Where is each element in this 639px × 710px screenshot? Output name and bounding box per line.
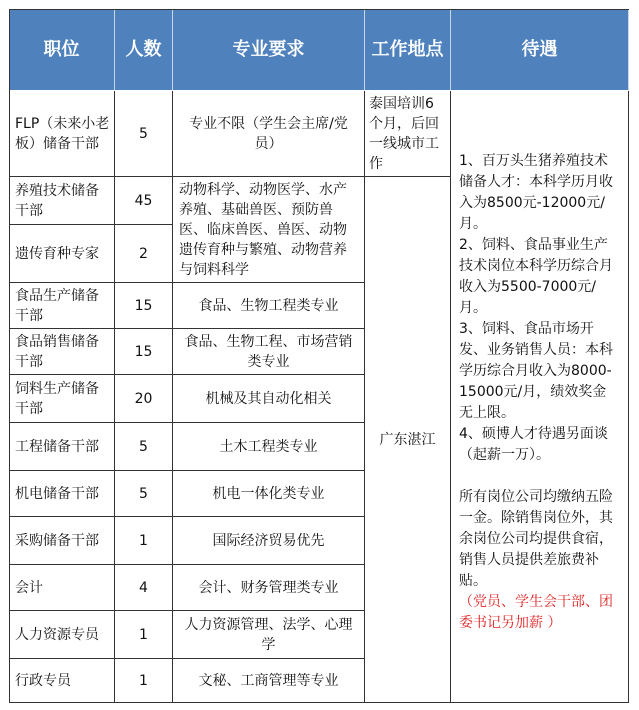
benefits-cell xyxy=(451,91,629,703)
count-cell: 20 xyxy=(115,375,173,423)
benefit-item: 4、硕博人才待遇另面谈（起薪一万）。 xyxy=(459,426,608,463)
count-cell: 5 xyxy=(115,471,173,517)
position-cell: 人力资源专员 xyxy=(9,611,115,659)
position-cell: 会计 xyxy=(9,565,115,611)
location-thailand: 泰国培训6个月，后回一线城市工作 xyxy=(365,91,451,177)
benefit-item: 2、饲料、食品事业生产技术岗位本科学历综合月收入为5500-7000元/月。 xyxy=(459,237,613,316)
major-cell: 食品、生物工程、市场营销类专业 xyxy=(173,329,365,375)
count-cell: 5 xyxy=(115,91,173,177)
count-cell: 15 xyxy=(115,329,173,375)
major-cell: 人力资源管理、法学、心理学 xyxy=(173,611,365,659)
major-cell: 机电一体化类专业 xyxy=(173,471,365,517)
position-cell: 食品销售储备干部 xyxy=(9,329,115,375)
header-benefits: 待遇 xyxy=(451,9,629,91)
major-cell-merged: 动物科学、动物医学、水产养殖、基础兽医、预防兽医、临床兽医、兽医、动物遗传育种与繁殖、动物营养与饲料科学 xyxy=(173,177,365,283)
benefit-note: 所有岗位公司均缴纳五险一金。除销售岗位外，其余岗位公司均提供食宿，销售人员提供差旅费补贴。 xyxy=(459,489,613,589)
header-position: 职位 xyxy=(9,9,115,91)
position-cell: 采购储备干部 xyxy=(9,517,115,565)
count-cell: 4 xyxy=(115,565,173,611)
header-count: 人数 xyxy=(115,9,173,91)
position-cell: 机电储备干部 xyxy=(9,471,115,517)
count-cell: 1 xyxy=(115,611,173,659)
header-major: 专业要求 xyxy=(173,9,365,91)
major-cell: 会计、财务管理类专业 xyxy=(173,565,365,611)
major-cell: 土木工程类专业 xyxy=(173,423,365,471)
header-location: 工作地点 xyxy=(365,9,451,91)
recruitment-table xyxy=(9,9,629,703)
position-cell: 食品生产储备干部 xyxy=(9,283,115,329)
count-cell: 1 xyxy=(115,517,173,565)
major-cell: 文秘、工商管理等专业 xyxy=(173,659,365,703)
position-cell: FLP（未来小老板）储备干部 xyxy=(9,91,115,177)
count-cell: 15 xyxy=(115,283,173,329)
benefit-bonus-note: （党员、学生会干部、团委书记另加薪 ） xyxy=(459,594,613,631)
spacer xyxy=(459,466,620,487)
location-guangdong: 广东湛江 xyxy=(365,177,451,703)
count-cell: 1 xyxy=(115,659,173,703)
position-cell: 行政专员 xyxy=(9,659,115,703)
major-cell: 机械及其自动化相关 xyxy=(173,375,365,423)
major-cell: 国际经济贸易优先 xyxy=(173,517,365,565)
major-cell: 食品、生物工程类专业 xyxy=(173,283,365,329)
position-cell: 遗传育种专家 xyxy=(9,225,115,283)
major-cell: 专业不限（学生会主席/党员） xyxy=(173,91,365,177)
count-cell: 2 xyxy=(115,225,173,283)
position-cell: 养殖技术储备干部 xyxy=(9,177,115,225)
position-cell: 饲料生产储备干部 xyxy=(9,375,115,423)
benefit-item: 3、饲料、食品市场开发、业务销售人员：本科学历综合月收入为8000-15000元/月，绩效奖金无上限。 xyxy=(459,321,613,421)
position-cell: 工程储备干部 xyxy=(9,423,115,471)
count-cell: 5 xyxy=(115,423,173,471)
benefit-item: 1、百万头生猪养殖技术储备人才：本科学历月收入为8500元-12000元/月。 xyxy=(459,153,613,232)
count-cell: 45 xyxy=(115,177,173,225)
